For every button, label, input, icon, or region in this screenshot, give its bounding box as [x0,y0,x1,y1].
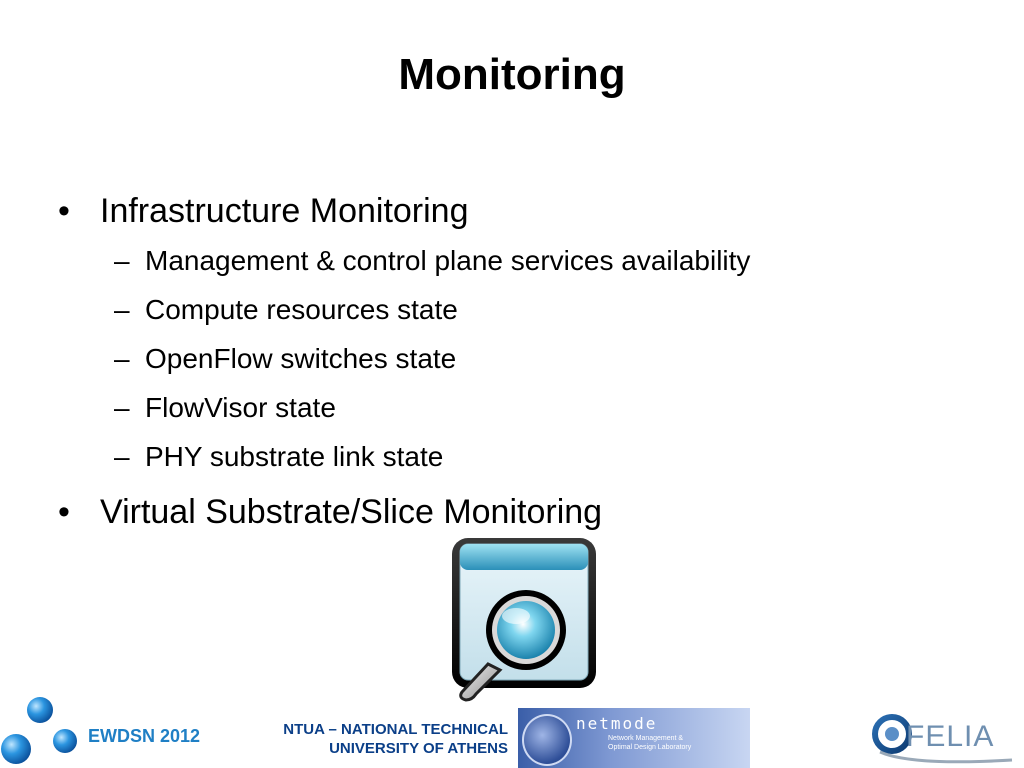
netmode-subtitle-line-2: Optimal Design Laboratory [608,744,692,751]
subbullet-text: OpenFlow switches state [145,343,457,374]
dash-glyph: – [114,294,130,325]
subbullet-text: Management & control plane services availability [145,245,751,276]
slide-title: Monitoring [398,50,626,99]
dash-glyph: – [114,392,130,423]
subbullet-compute-resources [58,285,998,334]
event-label: EWDSN 2012 [88,726,201,746]
dash-glyph: – [114,245,130,276]
ntua-line-2: UNIVERSITY OF ATHENS [329,740,508,757]
subbullet-text: PHY substrate link state [145,441,444,472]
ntua-seal-icon [522,714,572,766]
subbullet-phy-substrate [58,432,998,481]
netmode-subtitle [608,734,691,752]
blue-spheres-decoration [0,690,90,768]
ofelia-wordmark: FELIA [906,720,995,753]
bullet-infrastructure-monitoring: • Infrastructure Monitoring [58,186,998,236]
subbullet-management-control [58,236,998,285]
netmode-wordmark: netmode [576,714,658,733]
magnifier-window-icon [448,536,600,704]
netmode-subtitle-line-1: Network Management & [608,735,684,742]
subbullet-flowvisor [58,383,998,432]
bullet-list [58,186,998,537]
subbullet-text: FlowVisor state [145,392,336,423]
dash-glyph: – [114,343,130,374]
ntua-line-1: NTUA – NATIONAL TECHNICAL [283,721,508,738]
bullet-virtual-substrate: • Virtual Substrate/Slice Monitoring [58,487,998,537]
dash-glyph: – [114,441,130,472]
ntua-label [282,720,508,758]
subbullet-text: Compute resources state [145,294,458,325]
subbullet-openflow-switches [58,334,998,383]
netmode-logo [518,708,750,768]
